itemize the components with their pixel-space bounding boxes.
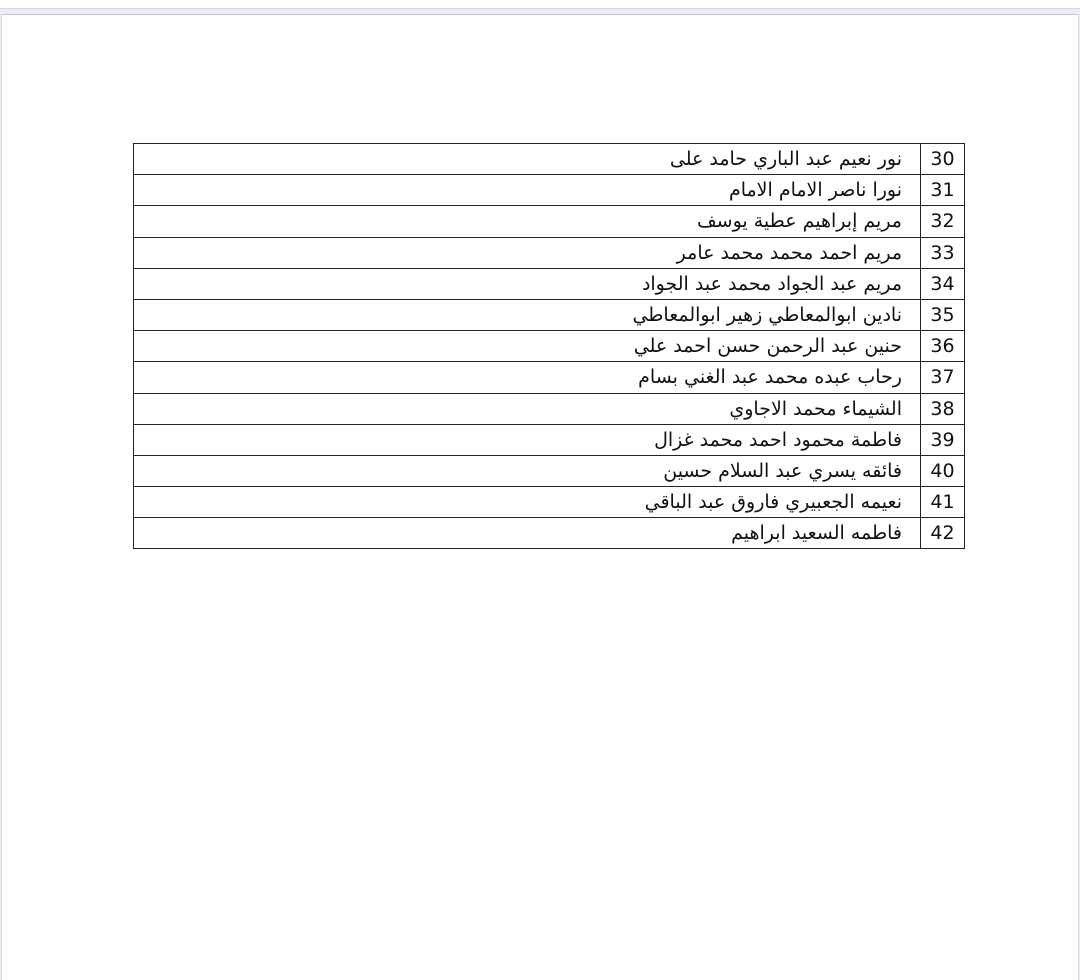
student-name: فاطمة محمود احمد محمد غزال — [134, 424, 921, 455]
student-name: مريم احمد محمد محمد عامر — [134, 237, 921, 268]
student-name: رحاب عبده محمد عبد الغني بسام — [134, 362, 921, 393]
student-name: نور نعيم عبد الباري حامد على — [134, 144, 921, 175]
row-number: 37 — [921, 362, 965, 393]
row-number: 32 — [921, 206, 965, 237]
row-number: 36 — [921, 331, 965, 362]
row-number: 35 — [921, 299, 965, 330]
student-name: حنين عبد الرحمن حسن احمد علي — [134, 331, 921, 362]
table-row — [134, 362, 965, 393]
row-number: 34 — [921, 268, 965, 299]
table-row — [134, 393, 965, 424]
student-name: فاطمه السعيد ابراهيم — [134, 518, 921, 549]
table-row — [134, 424, 965, 455]
top-toolbar-strip — [0, 0, 1080, 9]
document-page — [1, 14, 1079, 980]
row-number: 38 — [921, 393, 965, 424]
row-number: 39 — [921, 424, 965, 455]
table-row — [134, 331, 965, 362]
row-number: 40 — [921, 455, 965, 486]
student-name: نادين ابوالمعاطي زهير ابوالمعاطي — [134, 299, 921, 330]
student-name: فائقه يسري عبد السلام حسين — [134, 455, 921, 486]
table-row — [134, 175, 965, 206]
table-row — [134, 144, 965, 175]
row-number: 31 — [921, 175, 965, 206]
row-number: 30 — [921, 144, 965, 175]
student-name: مريم عبد الجواد محمد عبد الجواد — [134, 268, 921, 299]
table-row — [134, 299, 965, 330]
student-name: الشيماء محمد الاجاوي — [134, 393, 921, 424]
student-name: نورا ناصر الامام الامام — [134, 175, 921, 206]
table-row — [134, 487, 965, 518]
row-number: 41 — [921, 487, 965, 518]
table-row — [134, 268, 965, 299]
row-number: 42 — [921, 518, 965, 549]
table-row — [134, 455, 965, 486]
table-row — [134, 518, 965, 549]
names-table — [133, 143, 965, 549]
student-name: مريم إبراهيم عطية يوسف — [134, 206, 921, 237]
table-row — [134, 237, 965, 268]
row-number: 33 — [921, 237, 965, 268]
student-name: نعيمه الجعبيري فاروق عبد الباقي — [134, 487, 921, 518]
table-row — [134, 206, 965, 237]
